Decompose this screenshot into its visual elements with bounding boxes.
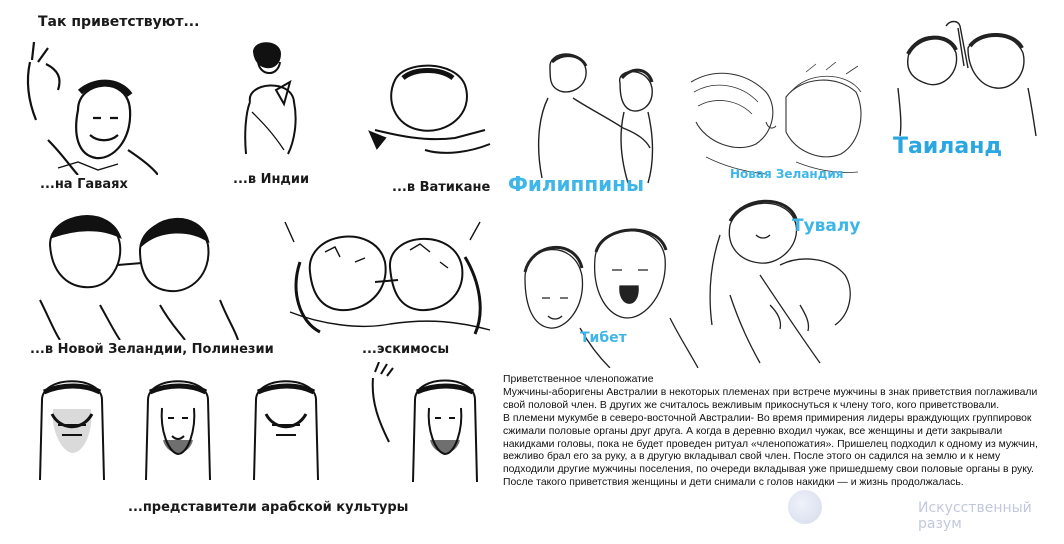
caption-arab: ...представители арабской культуры — [128, 500, 409, 515]
arab-figure-1 — [22, 370, 122, 485]
thailand-illustration — [888, 18, 1038, 138]
article-paragraph-1: Мужчины-аборигены Австралии в некоторых племенах при встрече мужчины в знак приветствия поглаживали свой половой член. В других же считалось вежливым прикоснуться к члену того, кого приветствовали. — [503, 386, 1038, 411]
arab-figure-3 — [236, 370, 336, 485]
watermark-text: Искусственный разум — [918, 500, 1032, 532]
watermark-logo-icon — [788, 490, 822, 524]
polynesia-illustration — [30, 205, 240, 340]
page-title: Так приветствуют... — [38, 14, 200, 30]
caption-vatican: ...в Ватикане — [392, 180, 491, 195]
label-tibet: Тибет — [580, 330, 627, 346]
new-zealand-illustration — [686, 62, 868, 182]
caption-eskimo: ...эскимосы — [362, 342, 450, 357]
arab-figure-2 — [128, 370, 228, 485]
caption-new-zealand: ...в Новой Зеландии, Полинезии — [30, 342, 274, 357]
caption-india: ...в Индии — [233, 172, 310, 187]
article-heading: Приветственное членопожатие — [503, 374, 654, 385]
label-thailand: Таиланд — [893, 134, 1003, 159]
india-illustration — [232, 42, 312, 157]
hawaii-illustration — [18, 40, 158, 175]
eskimo-illustration — [280, 212, 495, 337]
vatican-illustration — [365, 60, 495, 175]
label-new-zealand: Новая Зеландия — [730, 167, 844, 181]
label-philippines: Филиппины — [508, 172, 645, 196]
article-paragraph-2: В племени мукумбе в северо-восточной Австралии- Во время примирения лидеры враждующих группировок сжимали половые органы друг друга. А когда в деревню входил чужак, все женщины и дети закрывали накидками головы, пока не будет проведен ритуал «членопожатия». Пришелец подходил к одному из мужчин, вежливо брал его за руку, а в другую вкладывал свой член. После этого он садился на землю и к нему подходили другие мужчины поселения, по очереди вкладывая уже пришедшему свои половые органы в руку. После такого приветствия женщины и дети снимали с голов накидки — и жизнь продолжалась. — [503, 412, 1038, 489]
label-tuvalu: Тувалу — [792, 216, 861, 236]
caption-hawaii: ...на Гаваях — [40, 177, 128, 192]
article — [503, 374, 1053, 490]
philippines-illustration — [528, 48, 668, 188]
arab-figure-4 — [365, 362, 490, 487]
